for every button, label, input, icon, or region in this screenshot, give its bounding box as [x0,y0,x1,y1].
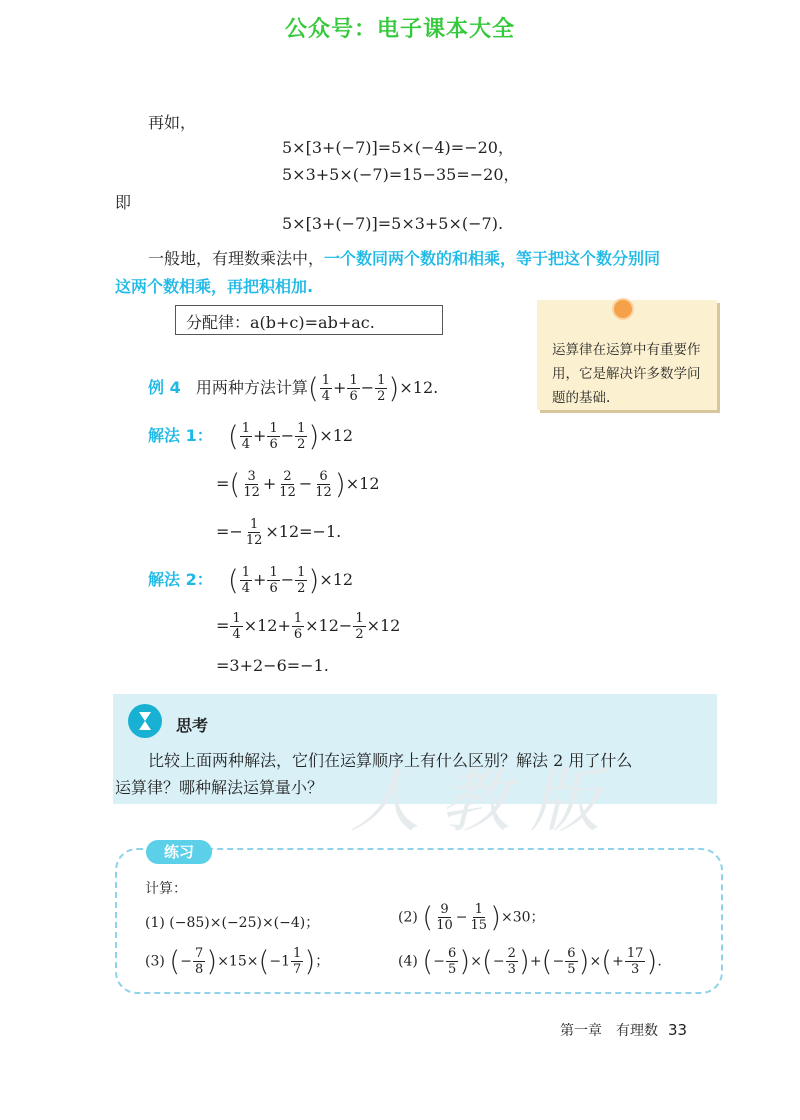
general-statement [148,246,660,269]
pushpin-icon [612,298,634,320]
example-tail: ×12. [399,378,439,397]
solution1-label: 解法 1： [148,426,213,445]
problem-3: (3) (− $\frac{7}{8}$ )×15×(−1 $\frac{1}{7}$ )； [145,944,330,978]
watermark: 人教版 [350,760,620,842]
think-title: 思考 [176,716,209,735]
problem-1: (1) (−85)×(−25)×(−4)； [145,915,320,931]
solution2-label: 解法 2： [148,570,213,589]
example-4: 例 4 用两种方法计算( $\frac{1}{4}$ + $\frac{1}{6}$ − $\frac{1}{2}$ )×12. [148,371,439,405]
general-highlight-1: 一个数同两个数的和相乘，等于把这个数分别同 [324,249,661,268]
chapter-label: 第一章 有理数 [560,1023,658,1039]
problem-2: (2) ( $\frac{9}{10}$ − $\frac{1}{15}$ )×30； [398,900,545,934]
text-zaiju: 再如， [148,113,197,132]
equation-1: 5×[3+(−7)]=5×(−4)=−20， [282,138,514,157]
equation-3: 5×[3+(−7)]=5×3+5×(−7). [282,214,504,233]
practice-lead: 计算： [145,881,187,897]
hourglass-icon [128,704,162,738]
open-paren: ( [307,371,319,405]
think-text-1: 比较上面两种解法，它们在运算顺序上有什么区别？解法 2 用了什么 [148,751,633,770]
equation-2: 5×3+5×(−7)=15−35=−20， [282,165,520,184]
practice-tag: 练习 [146,840,212,864]
solution2-line2: = $\frac{1}{4}$ ×12+ $\frac{1}{6}$ ×12− $\frac{1}{2}$ ×12 [216,611,401,642]
text-ji: 即 [115,193,132,212]
example-label: 例 4 [148,378,181,397]
distributive-law: 分配律：a(b+c)=ab+ac. [186,313,375,332]
page-number: 33 [668,1021,688,1039]
header-title: 公众号：电子课本大全 [284,17,515,42]
fraction: $\frac{1}{4}$ [321,373,331,404]
general-lead: 一般地，有理数乘法中， [148,249,325,268]
solution1-line3: =− $\frac{1}{12}$ ×12=−1. [216,517,342,548]
solution2-line3: =3+2−6=−1. [216,656,329,675]
close-paren: ) [388,371,400,405]
solution2-line1: 解法 2： ( $\frac{1}{4}$ + $\frac{1}{6}$ − $\frac{1}{2}$ )×12 [148,563,354,597]
general-highlight-2: 这两个数相乘，再把积相加. [115,277,314,296]
think-text-2: 运算律？哪种解法运算量小？ [115,778,324,797]
page-footer [560,1020,687,1040]
sticky-note-text: 运算律在运算中有重要作用，它是解决许多数学问题的基础. [552,342,701,406]
fraction: $\frac{1}{6}$ [349,373,358,404]
example-prompt: 用两种方法计算 [195,378,308,397]
problem-4: (4) (− $\frac{6}{5}$ )×(− $\frac{2}{3}$ )+(− $\frac{6}{5}$ )×(+ $\frac{17}{3}$ ). [398,944,662,978]
fraction: $\frac{1}{2}$ [377,373,386,404]
solution1-line1: 解法 1： ( $\frac{1}{4}$ + $\frac{1}{6}$ − $\frac{1}{2}$ )×12 [148,419,354,453]
solution1-line2: =( $\frac{3}{12}$ + $\frac{2}{12}$ − $\frac{6}{12}$ )×12 [216,467,380,501]
